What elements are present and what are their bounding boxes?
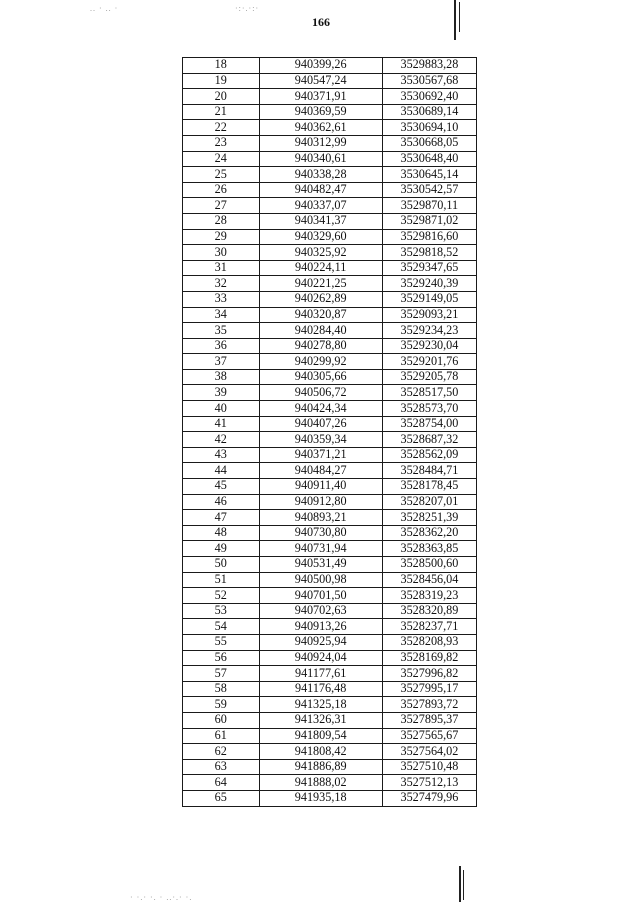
table-row [183, 463, 477, 479]
y-coordinate-cell: 3527510,48 [382, 759, 476, 775]
point-number-cell: 25 [183, 167, 260, 183]
point-number-cell: 47 [183, 510, 260, 526]
table-row [183, 634, 477, 650]
y-coordinate-cell: 3529871,02 [382, 213, 476, 229]
x-coordinate-cell: 940340,61 [259, 151, 382, 167]
point-number-cell: 49 [183, 541, 260, 557]
x-coordinate-cell: 940371,21 [259, 447, 382, 463]
point-number-cell: 28 [183, 213, 260, 229]
y-coordinate-cell: 3528363,85 [382, 541, 476, 557]
x-coordinate-cell: 941888,02 [259, 775, 382, 791]
y-coordinate-cell: 3528484,71 [382, 463, 476, 479]
x-coordinate-cell: 941326,31 [259, 712, 382, 728]
point-number-cell: 27 [183, 198, 260, 214]
point-number-cell: 53 [183, 603, 260, 619]
x-coordinate-cell: 940506,72 [259, 385, 382, 401]
x-coordinate-cell: 940338,28 [259, 167, 382, 183]
y-coordinate-cell: 3530542,57 [382, 182, 476, 198]
x-coordinate-cell: 940399,26 [259, 58, 382, 74]
table-row [183, 525, 477, 541]
y-coordinate-cell: 3529149,05 [382, 291, 476, 307]
page-number: 166 [312, 15, 330, 29]
table-row [183, 744, 477, 760]
table-row [183, 307, 477, 323]
y-coordinate-cell: 3529818,52 [382, 245, 476, 261]
point-number-cell: 20 [183, 89, 260, 105]
table-row [183, 557, 477, 573]
y-coordinate-cell: 3529201,76 [382, 354, 476, 370]
table-row [183, 759, 477, 775]
x-coordinate-cell: 940337,07 [259, 198, 382, 214]
table-row [183, 790, 477, 806]
table-row [183, 182, 477, 198]
table-row [183, 260, 477, 276]
x-coordinate-cell: 941809,54 [259, 728, 382, 744]
y-coordinate-cell: 3530692,40 [382, 89, 476, 105]
table-row [183, 104, 477, 120]
table-row [183, 229, 477, 245]
table-row [183, 697, 477, 713]
table-row [183, 494, 477, 510]
table-row [183, 323, 477, 339]
binding-mark-top [454, 0, 456, 40]
y-coordinate-cell: 3530645,14 [382, 167, 476, 183]
x-coordinate-cell: 940329,60 [259, 229, 382, 245]
point-number-cell: 36 [183, 338, 260, 354]
point-number-cell: 63 [183, 759, 260, 775]
point-number-cell: 31 [183, 260, 260, 276]
x-coordinate-cell: 940369,59 [259, 104, 382, 120]
x-coordinate-cell: 940312,99 [259, 135, 382, 151]
binding-mark-bottom [459, 866, 461, 902]
table-row [183, 369, 477, 385]
x-coordinate-cell: 940359,34 [259, 432, 382, 448]
point-number-cell: 34 [183, 307, 260, 323]
point-number-cell: 24 [183, 151, 260, 167]
x-coordinate-cell: 941325,18 [259, 697, 382, 713]
point-number-cell: 32 [183, 276, 260, 292]
table-row [183, 354, 477, 370]
y-coordinate-cell: 3529870,11 [382, 198, 476, 214]
point-number-cell: 46 [183, 494, 260, 510]
y-coordinate-cell: 3528687,32 [382, 432, 476, 448]
x-coordinate-cell: 941177,61 [259, 666, 382, 682]
y-coordinate-cell: 3527893,72 [382, 697, 476, 713]
x-coordinate-cell: 941935,18 [259, 790, 382, 806]
y-coordinate-cell: 3528320,89 [382, 603, 476, 619]
table-row [183, 619, 477, 635]
point-number-cell: 62 [183, 744, 260, 760]
point-number-cell: 57 [183, 666, 260, 682]
y-coordinate-cell: 3527995,17 [382, 681, 476, 697]
point-number-cell: 22 [183, 120, 260, 136]
point-number-cell: 65 [183, 790, 260, 806]
table-row [183, 245, 477, 261]
y-coordinate-cell: 3528178,45 [382, 479, 476, 495]
y-coordinate-cell: 3529347,65 [382, 260, 476, 276]
table-row [183, 775, 477, 791]
point-number-cell: 44 [183, 463, 260, 479]
point-number-cell: 39 [183, 385, 260, 401]
y-coordinate-cell: 3527565,67 [382, 728, 476, 744]
y-coordinate-cell: 3527512,13 [382, 775, 476, 791]
x-coordinate-cell: 941808,42 [259, 744, 382, 760]
table-row [183, 681, 477, 697]
coordinate-table [182, 57, 477, 807]
x-coordinate-cell: 940284,40 [259, 323, 382, 339]
y-coordinate-cell: 3530668,05 [382, 135, 476, 151]
x-coordinate-cell: 941886,89 [259, 759, 382, 775]
table-row [183, 167, 477, 183]
point-number-cell: 23 [183, 135, 260, 151]
x-coordinate-cell: 940407,26 [259, 416, 382, 432]
x-coordinate-cell: 940701,50 [259, 588, 382, 604]
point-number-cell: 51 [183, 572, 260, 588]
point-number-cell: 56 [183, 650, 260, 666]
x-coordinate-cell: 940278,80 [259, 338, 382, 354]
y-coordinate-cell: 3529205,78 [382, 369, 476, 385]
table-row [183, 135, 477, 151]
point-number-cell: 37 [183, 354, 260, 370]
y-coordinate-cell: 3528207,01 [382, 494, 476, 510]
y-coordinate-cell: 3528754,00 [382, 416, 476, 432]
x-coordinate-cell: 940320,87 [259, 307, 382, 323]
x-coordinate-cell: 940925,94 [259, 634, 382, 650]
x-coordinate-cell: 940305,66 [259, 369, 382, 385]
point-number-cell: 30 [183, 245, 260, 261]
point-number-cell: 59 [183, 697, 260, 713]
table-row [183, 510, 477, 526]
table-row [183, 447, 477, 463]
y-coordinate-cell: 3528562,09 [382, 447, 476, 463]
table-row [183, 338, 477, 354]
table-row [183, 650, 477, 666]
y-coordinate-cell: 3528169,82 [382, 650, 476, 666]
point-number-cell: 29 [183, 229, 260, 245]
y-coordinate-cell: 3528237,71 [382, 619, 476, 635]
table-row [183, 603, 477, 619]
y-coordinate-cell: 3528251,39 [382, 510, 476, 526]
x-coordinate-cell: 940893,21 [259, 510, 382, 526]
point-number-cell: 61 [183, 728, 260, 744]
x-coordinate-cell: 940362,61 [259, 120, 382, 136]
x-coordinate-cell: 940547,24 [259, 73, 382, 89]
point-number-cell: 40 [183, 401, 260, 417]
table-row [183, 276, 477, 292]
x-coordinate-cell: 940221,25 [259, 276, 382, 292]
y-coordinate-cell: 3528517,50 [382, 385, 476, 401]
y-coordinate-cell: 3528208,93 [382, 634, 476, 650]
y-coordinate-cell: 3528362,20 [382, 525, 476, 541]
point-number-cell: 38 [183, 369, 260, 385]
table-row [183, 291, 477, 307]
y-coordinate-cell: 3528573,70 [382, 401, 476, 417]
y-coordinate-cell: 3528500,60 [382, 557, 476, 573]
y-coordinate-cell: 3530689,14 [382, 104, 476, 120]
y-coordinate-cell: 3527564,02 [382, 744, 476, 760]
point-number-cell: 48 [183, 525, 260, 541]
y-coordinate-cell: 3529883,28 [382, 58, 476, 74]
table-row [183, 588, 477, 604]
point-number-cell: 50 [183, 557, 260, 573]
y-coordinate-cell: 3527996,82 [382, 666, 476, 682]
table-row [183, 385, 477, 401]
point-number-cell: 45 [183, 479, 260, 495]
y-coordinate-cell: 3529816,60 [382, 229, 476, 245]
y-coordinate-cell: 3529234,23 [382, 323, 476, 339]
x-coordinate-cell: 940371,91 [259, 89, 382, 105]
x-coordinate-cell: 940299,92 [259, 354, 382, 370]
table-row [183, 728, 477, 744]
table-row [183, 58, 477, 74]
x-coordinate-cell: 940262,89 [259, 291, 382, 307]
point-number-cell: 18 [183, 58, 260, 74]
x-coordinate-cell: 940484,27 [259, 463, 382, 479]
scan-speck-bottom: · ·.· ·. · ..·.· ·. [130, 893, 193, 902]
y-coordinate-cell: 3528319,23 [382, 588, 476, 604]
y-coordinate-cell: 3530648,40 [382, 151, 476, 167]
point-number-cell: 43 [183, 447, 260, 463]
point-number-cell: 54 [183, 619, 260, 635]
table-row [183, 151, 477, 167]
y-coordinate-cell: 3527479,96 [382, 790, 476, 806]
scan-speck-top-left: .. · .. · [90, 4, 119, 13]
y-coordinate-cell: 3529093,21 [382, 307, 476, 323]
point-number-cell: 58 [183, 681, 260, 697]
point-number-cell: 60 [183, 712, 260, 728]
coordinate-table-body [183, 58, 477, 807]
point-number-cell: 33 [183, 291, 260, 307]
x-coordinate-cell: 940531,49 [259, 557, 382, 573]
x-coordinate-cell: 940500,98 [259, 572, 382, 588]
x-coordinate-cell: 940424,34 [259, 401, 382, 417]
point-number-cell: 41 [183, 416, 260, 432]
x-coordinate-cell: 940731,94 [259, 541, 382, 557]
table-row [183, 416, 477, 432]
y-coordinate-cell: 3528456,04 [382, 572, 476, 588]
scan-speck-top-center: ·:·.·:· [235, 4, 260, 13]
x-coordinate-cell: 940224,11 [259, 260, 382, 276]
y-coordinate-cell: 3527895,37 [382, 712, 476, 728]
point-number-cell: 35 [183, 323, 260, 339]
x-coordinate-cell: 940341,37 [259, 213, 382, 229]
point-number-cell: 21 [183, 104, 260, 120]
x-coordinate-cell: 940730,80 [259, 525, 382, 541]
x-coordinate-cell: 941176,48 [259, 681, 382, 697]
x-coordinate-cell: 940924,04 [259, 650, 382, 666]
point-number-cell: 64 [183, 775, 260, 791]
table-row [183, 541, 477, 557]
y-coordinate-cell: 3529230,04 [382, 338, 476, 354]
table-row [183, 712, 477, 728]
point-number-cell: 55 [183, 634, 260, 650]
y-coordinate-cell: 3530694,10 [382, 120, 476, 136]
binding-mark-bottom-thin [463, 870, 464, 900]
x-coordinate-cell: 940325,92 [259, 245, 382, 261]
table-row [183, 73, 477, 89]
table-row [183, 198, 477, 214]
x-coordinate-cell: 940702,63 [259, 603, 382, 619]
x-coordinate-cell: 940912,80 [259, 494, 382, 510]
point-number-cell: 19 [183, 73, 260, 89]
table-row [183, 89, 477, 105]
table-row [183, 401, 477, 417]
point-number-cell: 26 [183, 182, 260, 198]
x-coordinate-cell: 940911,40 [259, 479, 382, 495]
y-coordinate-cell: 3529240,39 [382, 276, 476, 292]
table-row [183, 213, 477, 229]
point-number-cell: 42 [183, 432, 260, 448]
y-coordinate-cell: 3530567,68 [382, 73, 476, 89]
table-row [183, 572, 477, 588]
x-coordinate-cell: 940913,26 [259, 619, 382, 635]
binding-mark-top-thin [459, 2, 460, 32]
table-row [183, 666, 477, 682]
table-row [183, 120, 477, 136]
table-row [183, 432, 477, 448]
x-coordinate-cell: 940482,47 [259, 182, 382, 198]
point-number-cell: 52 [183, 588, 260, 604]
table-row [183, 479, 477, 495]
